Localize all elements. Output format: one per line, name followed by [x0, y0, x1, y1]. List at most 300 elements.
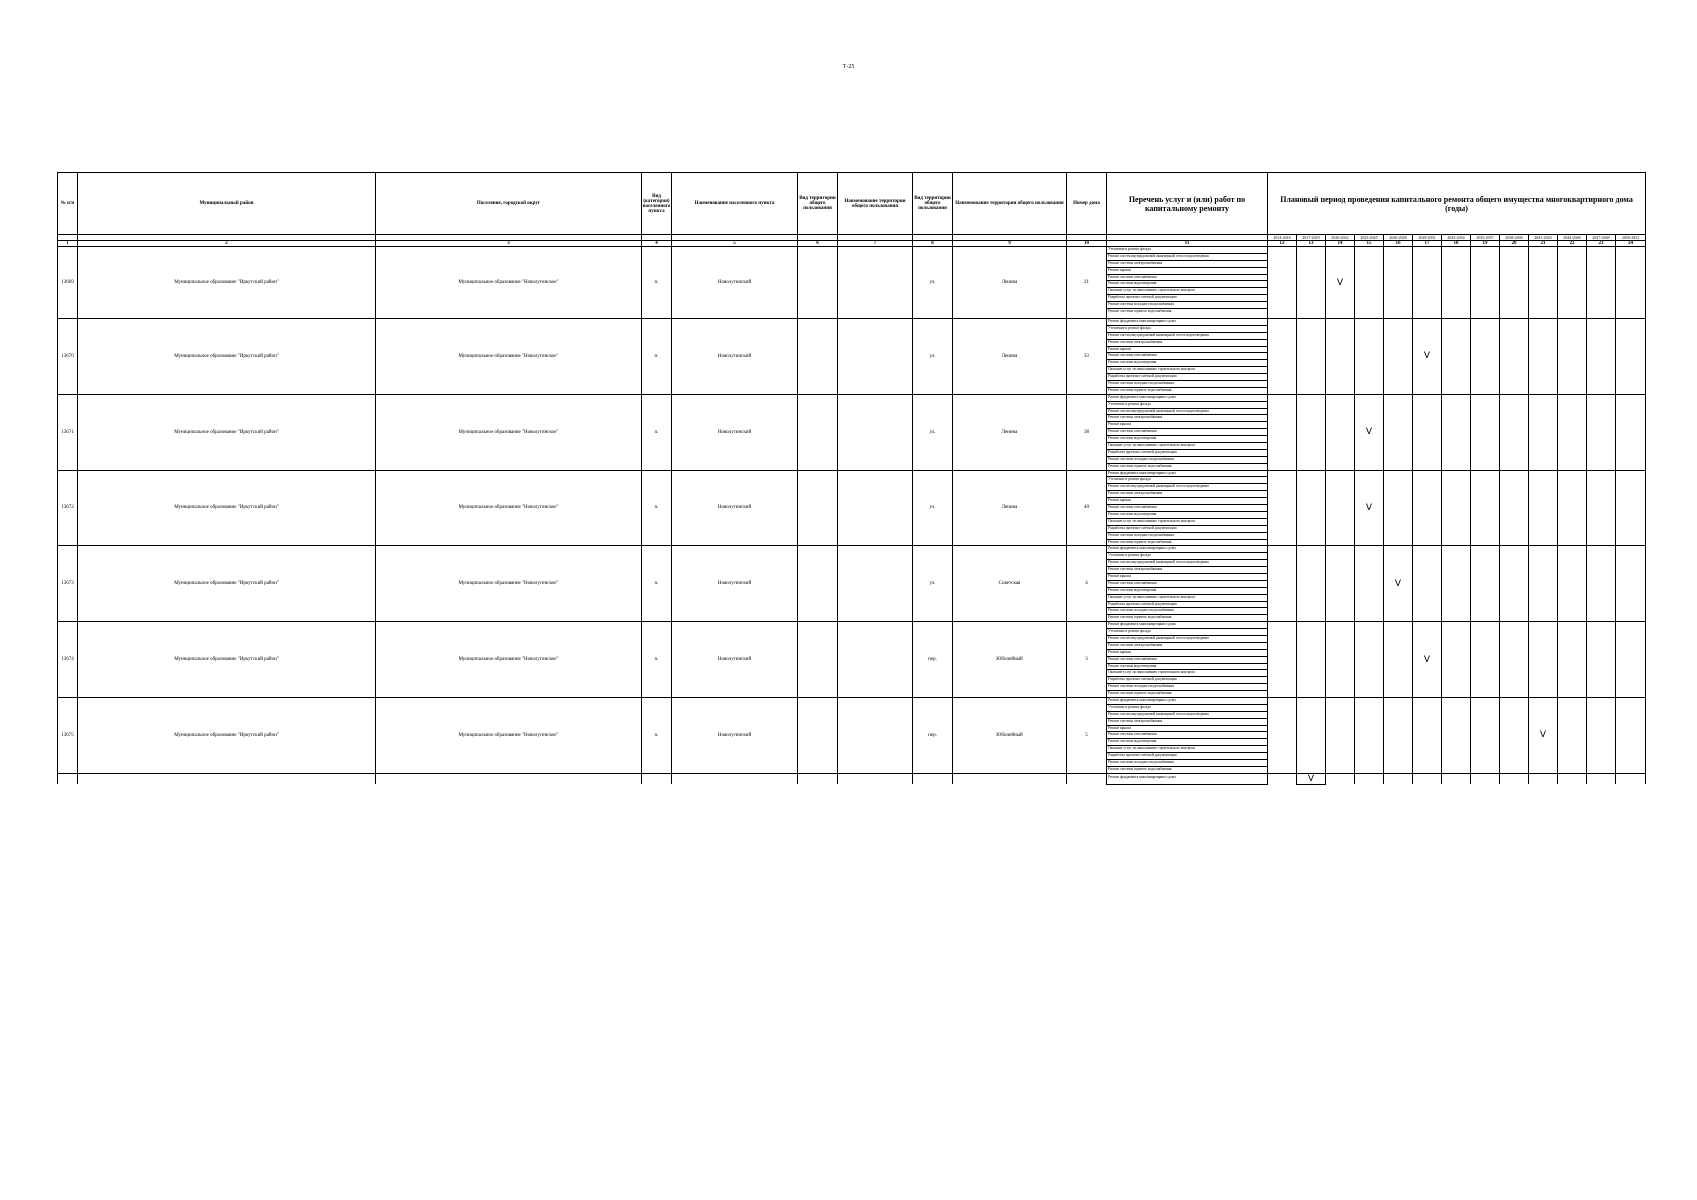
- work-item: Оказание услуг по выполнению строительного контроля: [1107, 519, 1267, 526]
- district-cell: Муниципальное образование "Иркутский район": [78, 622, 376, 698]
- period-cell: [1326, 773, 1355, 784]
- period-cell: [1326, 319, 1355, 395]
- work-item: Ремонт системы водоотведения: [1107, 281, 1267, 288]
- column-number: 18: [1442, 241, 1471, 247]
- street-cell: Юбилейный: [953, 697, 1067, 773]
- column-number: 20: [1500, 241, 1529, 247]
- empty-cell: [78, 773, 376, 784]
- period-cell: [1413, 247, 1442, 319]
- period-cell: [1529, 546, 1558, 622]
- period-cell: [1558, 470, 1587, 546]
- period-cell: [1355, 773, 1384, 784]
- period-cell: [1326, 247, 1355, 319]
- work-item: Ремонт системы холодного водоснабжения: [1107, 684, 1267, 691]
- locality-cell: Новолугинский: [672, 546, 798, 622]
- planned-mark: V: [1539, 730, 1547, 741]
- locality-cell: Новолугинский: [672, 470, 798, 546]
- period-cell: [1384, 773, 1413, 784]
- column-number: 7: [838, 241, 913, 247]
- period-cell: [1326, 546, 1355, 622]
- street-cell: Советская: [953, 546, 1067, 622]
- work-item: Утепление и ремонт фасада: [1107, 553, 1267, 560]
- period-cell: [1442, 546, 1471, 622]
- territory-name-1-cell: [838, 394, 913, 470]
- works-list: [1107, 247, 1268, 319]
- work-item: Ремонт системы водоотведения: [1107, 739, 1267, 746]
- period-cell: [1529, 470, 1558, 546]
- row-number: 13671: [58, 394, 78, 470]
- period-cell: [1587, 622, 1616, 698]
- work-item: Ремонт системы электроснабжения: [1107, 340, 1267, 347]
- work-item: Ремонт системы водоотведения: [1107, 436, 1267, 443]
- period-cell: [1471, 697, 1500, 773]
- work-item: Разработка проектно-сметной документации: [1107, 295, 1267, 302]
- row-number: 13673: [58, 546, 78, 622]
- year-cell: 2026-2028: [1384, 235, 1413, 241]
- locality-cell: Новолугинский: [672, 319, 798, 395]
- planned-mark: V: [1423, 654, 1431, 665]
- work-item: Ремонт крыши: [1107, 574, 1267, 581]
- period-cell: [1616, 470, 1646, 546]
- work-item: Ремонт системы холодного водоснабжения: [1107, 608, 1267, 615]
- row-number: 13672: [58, 470, 78, 546]
- work-item: Ремонт системы холодного водоснабжения: [1107, 381, 1267, 388]
- work-item: Ремонт систем внутридомовой инженерной сети и водоотведения: [1107, 254, 1267, 261]
- header-num: № п/п: [58, 173, 78, 235]
- locality-cell: Новолугинский: [672, 622, 798, 698]
- column-number: 22: [1558, 241, 1587, 247]
- street-kind-cell: пер.: [913, 697, 953, 773]
- row-number: 13675: [58, 697, 78, 773]
- year-cell: 2050-2052: [1616, 235, 1646, 241]
- work-item: Ремонт крыши: [1107, 650, 1267, 657]
- header-planned-period: Плановый период проведения капитального ремонта общего имущества многоквартирного дома (годы): [1268, 173, 1646, 235]
- territory-kind-1-cell: [798, 622, 838, 698]
- work-item: Ремонт системы электроснабжения: [1107, 643, 1267, 650]
- settlement-cell: Муниципальное образование "Новолугинское": [376, 697, 642, 773]
- period-cell: [1587, 773, 1616, 784]
- work-item: Ремонт системы газоснабжения: [1107, 353, 1267, 360]
- work-item: Ремонт системы горячего водоснабжения: [1108, 691, 1172, 696]
- column-number: 13: [1297, 241, 1326, 247]
- header-house: Номер дома: [1067, 173, 1107, 235]
- period-cell: [1500, 697, 1529, 773]
- header-works: Перечень услуг и (или) работ по капитальному ремонту: [1107, 173, 1268, 235]
- work-item: Ремонт системы холодного водоснабжения: [1107, 302, 1267, 309]
- column-number: 14: [1326, 241, 1355, 247]
- period-cell: [1558, 773, 1587, 784]
- period-cell: [1413, 622, 1442, 698]
- period-cell: [1616, 319, 1646, 395]
- work-item: Утепление и ремонт фасада: [1107, 402, 1267, 409]
- work-item: Ремонт системы горячего водоснабжения: [1108, 766, 1172, 771]
- header-territory-name-2: Наименование территории общего пользования: [953, 173, 1067, 235]
- house-number-cell: 33: [1067, 319, 1107, 395]
- locality-cell: Новолугинский: [672, 697, 798, 773]
- year-cell: 2023-2025: [1355, 235, 1384, 241]
- work-item: Ремонт фундамента многоквартирного дома: [1108, 774, 1176, 779]
- table-row: [58, 470, 1646, 546]
- column-number: 2: [78, 241, 376, 247]
- period-cell: [1442, 247, 1471, 319]
- work-item: Ремонт системы водоотведения: [1107, 360, 1267, 367]
- period-cell: [1442, 319, 1471, 395]
- planned-mark: V: [1365, 427, 1373, 438]
- works-list: [1107, 546, 1268, 622]
- column-number: 16: [1384, 241, 1413, 247]
- district-cell: Муниципальное образование "Иркутский район": [78, 394, 376, 470]
- work-item: Ремонт фундамента многоквартирного дома: [1107, 319, 1267, 326]
- work-item: Разработка проектно-сметной документации: [1107, 526, 1267, 533]
- work-item: Оказание услуг по выполнению строительного контроля: [1107, 595, 1267, 602]
- year-cell: 2014-2016: [1268, 235, 1297, 241]
- work-item: Ремонт крыши: [1107, 268, 1267, 275]
- year-cell: 2035-2037: [1471, 235, 1500, 241]
- work-item: Ремонт крыши: [1107, 347, 1267, 354]
- planned-mark: V: [1365, 502, 1373, 513]
- settlement-cell: Муниципальное образование "Новолугинское": [376, 319, 642, 395]
- works-list: [1107, 773, 1268, 784]
- period-cell: [1297, 394, 1326, 470]
- period-cell: [1529, 394, 1558, 470]
- period-cell: [1384, 622, 1413, 698]
- work-item: Ремонт системы водоотведения: [1107, 588, 1267, 595]
- period-cell: [1326, 622, 1355, 698]
- period-cell: [1297, 470, 1326, 546]
- period-cell: [1616, 773, 1646, 784]
- house-number-cell: 5: [1067, 697, 1107, 773]
- year-cell: 2020-2022: [1326, 235, 1355, 241]
- territory-name-1-cell: [838, 470, 913, 546]
- work-item: Ремонт фундамента многоквартирного дома: [1107, 395, 1267, 402]
- period-cell: [1268, 247, 1297, 319]
- work-item: Ремонт фундамента многоквартирного дома: [1107, 698, 1267, 705]
- work-item: Ремонт крыши: [1107, 498, 1267, 505]
- year-cell: 2047-2049: [1587, 235, 1616, 241]
- empty-cell: [642, 773, 672, 784]
- schedule-grid: [57, 172, 1646, 785]
- period-cell: [1442, 394, 1471, 470]
- work-item: Ремонт фундамента многоквартирного дома: [1107, 471, 1267, 478]
- territory-kind-1-cell: [798, 546, 838, 622]
- period-cell: [1413, 773, 1442, 784]
- works-list: [1107, 622, 1268, 698]
- work-item: Утепление и ремонт фасада: [1107, 477, 1267, 484]
- locality-kind-cell: п.: [642, 546, 672, 622]
- work-item: Ремонт системы горячего водоснабжения: [1108, 387, 1172, 392]
- column-number: 6: [798, 241, 838, 247]
- locality-kind-cell: п.: [642, 697, 672, 773]
- work-item: Ремонт систем внутридомовой инженерной сети и водоотведения: [1107, 560, 1267, 567]
- empty-cell: [913, 773, 953, 784]
- work-item: Ремонт системы холодного водоснабжения: [1107, 457, 1267, 464]
- period-cell: [1500, 773, 1529, 784]
- period-cell: [1355, 470, 1384, 546]
- period-cell: [1471, 622, 1500, 698]
- planned-mark: V: [1307, 773, 1315, 784]
- work-item: Ремонт системы электроснабжения: [1107, 719, 1267, 726]
- period-cell: [1558, 546, 1587, 622]
- table-row: [58, 319, 1646, 395]
- row-number: 13674: [58, 622, 78, 698]
- period-cell: [1355, 622, 1384, 698]
- locality-kind-cell: п.: [642, 622, 672, 698]
- planned-mark: V: [1336, 277, 1344, 288]
- settlement-cell: Муниципальное образование "Новолугинское": [376, 394, 642, 470]
- work-item: Ремонт систем внутридомовой инженерной сети и водоотведения: [1107, 333, 1267, 340]
- period-cell: [1297, 622, 1326, 698]
- work-item: Ремонт крыши: [1107, 726, 1267, 733]
- district-cell: Муниципальное образование "Иркутский район": [78, 546, 376, 622]
- settlement-cell: Муниципальное образование "Новолугинское": [376, 470, 642, 546]
- street-cell: Ленина: [953, 319, 1067, 395]
- empty-cell: [953, 773, 1067, 784]
- column-number: 24: [1616, 241, 1646, 247]
- period-cell: [1471, 394, 1500, 470]
- period-cell: [1384, 697, 1413, 773]
- header-locality: Наименование населенного пункта: [672, 173, 798, 235]
- territory-kind-1-cell: [798, 319, 838, 395]
- period-cell: [1471, 773, 1500, 784]
- column-number: 4: [642, 241, 672, 247]
- table-row-partial: [58, 773, 1646, 784]
- house-number-cell: 40: [1067, 470, 1107, 546]
- work-item: Ремонт системы электроснабжения: [1107, 491, 1267, 498]
- district-cell: Муниципальное образование "Иркутский район": [78, 697, 376, 773]
- row-number: 13670: [58, 319, 78, 395]
- period-cell: [1587, 470, 1616, 546]
- period-cell: [1616, 546, 1646, 622]
- period-cell: [1587, 319, 1616, 395]
- locality-kind-cell: п.: [642, 470, 672, 546]
- period-cell: [1500, 546, 1529, 622]
- period-cell: [1616, 697, 1646, 773]
- period-cell: [1268, 470, 1297, 546]
- year-cell: 2038-2040: [1500, 235, 1529, 241]
- period-cell: [1500, 622, 1529, 698]
- header-settlement: Поселение, городской округ: [376, 173, 642, 235]
- period-cell: [1500, 470, 1529, 546]
- year-cell: 2041-2043: [1529, 235, 1558, 241]
- period-cell: [1413, 546, 1442, 622]
- work-item: Ремонт фундамента многоквартирного дома: [1107, 546, 1267, 553]
- period-cell: [1297, 773, 1326, 784]
- period-cell: [1326, 470, 1355, 546]
- street-kind-cell: ул.: [913, 546, 953, 622]
- work-item: Оказание услуг по выполнению строительного контроля: [1107, 746, 1267, 753]
- work-item: Ремонт системы газоснабжения: [1107, 732, 1267, 739]
- work-item: Оказание услуг по выполнению строительного контроля: [1107, 288, 1267, 295]
- period-cell: [1587, 394, 1616, 470]
- column-number: 11: [1107, 241, 1268, 247]
- house-number-cell: 4: [1067, 546, 1107, 622]
- period-cell: [1413, 697, 1442, 773]
- street-cell: Юбилейный: [953, 622, 1067, 698]
- house-number-cell: 38: [1067, 394, 1107, 470]
- work-item: Оказание услуг по выполнению строительного контроля: [1107, 443, 1267, 450]
- work-item: Ремонт систем внутридомовой инженерной сети и водоотведения: [1107, 636, 1267, 643]
- settlement-cell: Муниципальное образование "Новолугинское": [376, 546, 642, 622]
- work-item: Ремонт системы водоотведения: [1107, 664, 1267, 671]
- period-cell: [1326, 394, 1355, 470]
- period-cell: [1558, 394, 1587, 470]
- column-number: 17: [1413, 241, 1442, 247]
- period-cell: [1529, 319, 1558, 395]
- row-number: 13669: [58, 247, 78, 319]
- work-item: Ремонт системы электроснабжения: [1107, 567, 1267, 574]
- period-cell: [1471, 470, 1500, 546]
- territory-kind-1-cell: [798, 247, 838, 319]
- territory-kind-1-cell: [798, 697, 838, 773]
- column-number: 9: [953, 241, 1067, 247]
- period-cell: [1413, 394, 1442, 470]
- period-cell: [1326, 697, 1355, 773]
- street-cell: Ленина: [953, 470, 1067, 546]
- street-kind-cell: ул.: [913, 319, 953, 395]
- year-cell: 2017-2019: [1297, 235, 1326, 241]
- work-item: Утепление и ремонт фасада: [1107, 247, 1267, 254]
- planned-mark: V: [1394, 578, 1402, 589]
- work-item: Ремонт системы газоснабжения: [1107, 657, 1267, 664]
- table-row: [58, 394, 1646, 470]
- table-row: [58, 247, 1646, 319]
- territory-name-1-cell: [838, 546, 913, 622]
- period-cell: [1268, 622, 1297, 698]
- column-number: 23: [1587, 241, 1616, 247]
- locality-cell: Новолугинский: [672, 394, 798, 470]
- period-cell: [1471, 546, 1500, 622]
- period-cell: [1384, 546, 1413, 622]
- house-number-cell: 3: [1067, 622, 1107, 698]
- territory-name-1-cell: [838, 319, 913, 395]
- work-item: Ремонт системы холодного водоснабжения: [1107, 760, 1267, 767]
- year-cell: 2044-2046: [1558, 235, 1587, 241]
- street-cell: Ленина: [953, 394, 1067, 470]
- period-cell: [1297, 546, 1326, 622]
- period-cell: [1355, 546, 1384, 622]
- work-item: Ремонт системы газоснабжения: [1107, 275, 1267, 282]
- period-cell: [1268, 773, 1297, 784]
- period-cell: [1297, 697, 1326, 773]
- period-cell: [1529, 622, 1558, 698]
- planned-mark: V: [1423, 351, 1431, 362]
- period-cell: [1500, 247, 1529, 319]
- period-cell: [1558, 247, 1587, 319]
- work-item: Ремонт системы электроснабжения: [1107, 261, 1267, 268]
- empty-cell: [838, 773, 913, 784]
- period-cell: [1355, 697, 1384, 773]
- period-cell: [1413, 470, 1442, 546]
- period-cell: [1471, 247, 1500, 319]
- territory-name-1-cell: [838, 697, 913, 773]
- work-item: Ремонт системы горячего водоснабжения: [1108, 463, 1172, 468]
- work-item: Ремонт систем внутридомовой инженерной сети и водоотведения: [1107, 409, 1267, 416]
- territory-name-1-cell: [838, 247, 913, 319]
- work-item: Ремонт системы газоснабжения: [1107, 505, 1267, 512]
- period-cell: [1587, 247, 1616, 319]
- work-item: Оказание услуг по выполнению строительного контроля: [1107, 367, 1267, 374]
- territory-kind-1-cell: [798, 394, 838, 470]
- work-item: Ремонт системы электроснабжения: [1107, 415, 1267, 422]
- work-item: Разработка проектно-сметной документации: [1107, 374, 1267, 381]
- work-item: Ремонт крыши: [1107, 422, 1267, 429]
- settlement-cell: Муниципальное образование "Новолугинское": [376, 247, 642, 319]
- year-cell: 2029-2031: [1413, 235, 1442, 241]
- locality-kind-cell: п.: [642, 247, 672, 319]
- column-number: 1: [58, 241, 78, 247]
- period-cell: [1268, 319, 1297, 395]
- period-cell: [1355, 319, 1384, 395]
- period-cell: [1442, 773, 1471, 784]
- period-cell: [1355, 247, 1384, 319]
- column-number: 5: [672, 241, 798, 247]
- period-cell: [1384, 394, 1413, 470]
- column-number: 3: [376, 241, 642, 247]
- locality-kind-cell: п.: [642, 394, 672, 470]
- period-cell: [1442, 622, 1471, 698]
- work-item: Ремонт фундамента многоквартирного дома: [1107, 622, 1267, 629]
- column-number: 12: [1268, 241, 1297, 247]
- table-row: [58, 697, 1646, 773]
- work-item: Ремонт систем внутридомовой инженерной сети и водоотведения: [1107, 712, 1267, 719]
- works-list: [1107, 470, 1268, 546]
- table-row: [58, 546, 1646, 622]
- empty-cell: [672, 773, 798, 784]
- locality-cell: Новолугинский: [672, 247, 798, 319]
- work-item: Разработка проектно-сметной документации: [1107, 450, 1267, 457]
- period-cell: [1471, 319, 1500, 395]
- column-number: 8: [913, 241, 953, 247]
- work-item: Разработка проектно-сметной документации: [1107, 677, 1267, 684]
- work-item: Утепление и ремонт фасада: [1107, 705, 1267, 712]
- header-territory-kind-1: Вид территории общего пользования: [798, 173, 838, 235]
- work-item: Ремонт системы газоснабжения: [1107, 581, 1267, 588]
- period-cell: [1442, 470, 1471, 546]
- period-cell: [1442, 697, 1471, 773]
- period-cell: [1529, 247, 1558, 319]
- period-cell: [1616, 622, 1646, 698]
- period-cell: [1384, 319, 1413, 395]
- period-cell: [1297, 319, 1326, 395]
- period-cell: [1384, 470, 1413, 546]
- street-kind-cell: ул.: [913, 470, 953, 546]
- district-cell: Муниципальное образование "Иркутский район": [78, 319, 376, 395]
- period-cell: [1413, 319, 1442, 395]
- district-cell: Муниципальное образование "Иркутский район": [78, 470, 376, 546]
- period-cell: [1558, 622, 1587, 698]
- period-cell: [1500, 394, 1529, 470]
- period-cell: [1529, 697, 1558, 773]
- period-cell: [1587, 546, 1616, 622]
- locality-kind-cell: п.: [642, 319, 672, 395]
- period-cell: [1268, 394, 1297, 470]
- header-district: Муниципальный район: [78, 173, 376, 235]
- house-number-cell: 21: [1067, 247, 1107, 319]
- header-locality-kind: Вид (категория) населенного пункта: [642, 173, 672, 235]
- period-cell: [1558, 319, 1587, 395]
- work-item: Утепление и ремонт фасада: [1107, 326, 1267, 333]
- works-list: [1107, 319, 1268, 395]
- table-row: [58, 622, 1646, 698]
- street-kind-cell: пер.: [913, 622, 953, 698]
- district-cell: Муниципальное образование "Иркутский район": [78, 247, 376, 319]
- column-number: 10: [1067, 241, 1107, 247]
- territory-name-1-cell: [838, 622, 913, 698]
- work-item: Утепление и ремонт фасада: [1107, 629, 1267, 636]
- column-number: 15: [1355, 241, 1384, 247]
- work-item: Ремонт системы горячего водоснабжения: [1108, 615, 1172, 620]
- period-cell: [1297, 247, 1326, 319]
